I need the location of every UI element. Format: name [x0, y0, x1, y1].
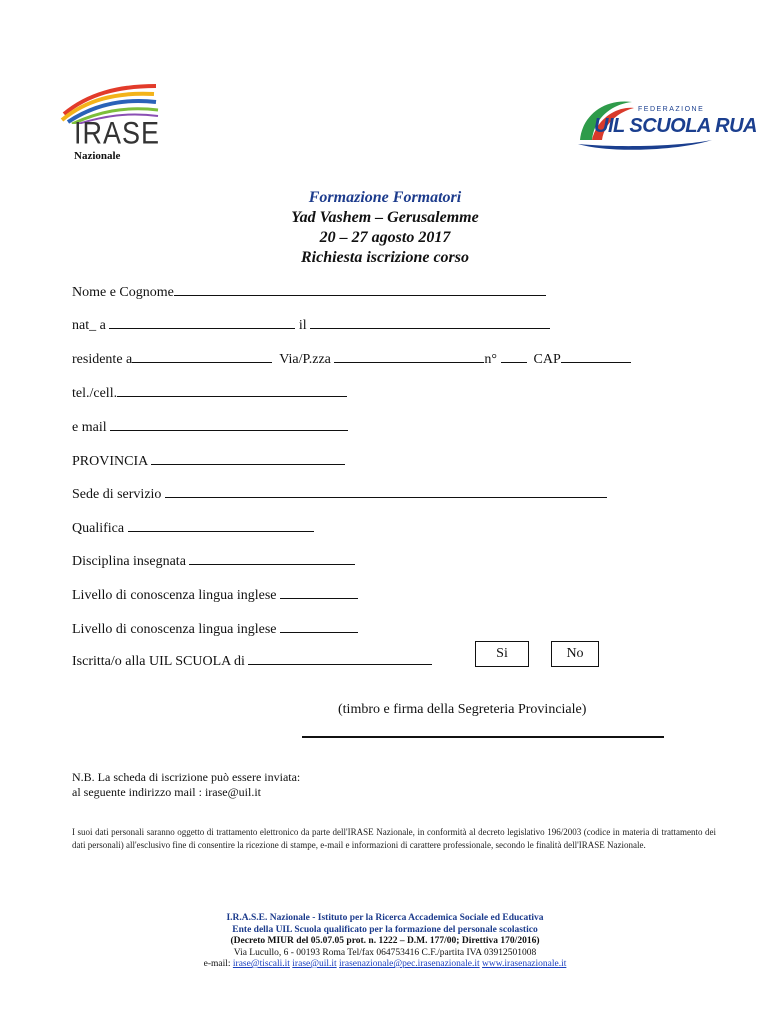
label-nome: Nome e Cognome: [72, 285, 174, 300]
privacy-notice: I suoi dati personali saranno oggetto di trattamento elettronico da parte dell'IRASE Nazionale, in conformità al decreto legislativo 196/2003 (codice in materia di trattamento dei dati personali) all'esclusivo fine di consentire la ricezione di stampe, e-mail e informazioni di carattere professionale, secondo le finalità dell'IRASE Nazionale.: [72, 827, 716, 850]
footer-line-2: Ente della UIL Scuola qualificato per la formazione del personale scolastico: [232, 924, 538, 935]
title-line-1: Formazione Formatori: [308, 189, 462, 206]
input-data-nascita[interactable]: [310, 316, 550, 329]
link-uil[interactable]: irase@uil.it: [292, 959, 337, 969]
field-residenza: [72, 350, 631, 368]
input-iscritta[interactable]: [248, 652, 432, 665]
stamp-label: (timbro e firma della Segreteria Provinciale): [338, 702, 587, 717]
footer-email-label: e-mail:: [203, 959, 231, 969]
input-numero[interactable]: [501, 350, 527, 363]
input-livello-1[interactable]: [280, 586, 358, 599]
uil-federazione: FEDERAZIONE: [638, 106, 705, 113]
input-tel[interactable]: [117, 384, 347, 397]
uil-logo: [572, 88, 757, 158]
field-qualifica: [72, 519, 314, 537]
input-residenza[interactable]: [132, 350, 272, 363]
input-qualifica[interactable]: [128, 519, 314, 532]
label-iscritta: Iscritta/o alla UIL SCUOLA di: [72, 654, 245, 669]
field-nome: [72, 283, 546, 301]
input-provincia[interactable]: [151, 452, 345, 465]
label-via: Via/P.zza: [279, 352, 331, 367]
field-disciplina: [72, 552, 355, 570]
label-numero: n°: [484, 352, 497, 367]
nb-note: [72, 770, 300, 800]
input-nome[interactable]: [174, 283, 546, 296]
irase-logo: [58, 84, 168, 164]
label-livello-1: Livello di conoscenza lingua inglese: [72, 588, 277, 603]
label-cap: CAP: [533, 352, 561, 367]
input-sede[interactable]: [165, 485, 607, 498]
label-sede: Sede di servizio: [72, 487, 162, 502]
field-livello-1: [72, 586, 358, 604]
input-email[interactable]: [110, 418, 348, 431]
irase-subtitle: Nazionale: [74, 150, 121, 162]
footer-line-3: (Decreto MIUR del 05.07.05 prot. n. 1222 – D.M. 177/00; Direttiva 170/2016): [230, 936, 540, 946]
input-livello-2[interactable]: [280, 620, 358, 633]
uil-name: UIL SCUOLA RUA: [594, 115, 757, 137]
label-provincia: PROVINCIA: [72, 454, 148, 469]
link-pec[interactable]: irasenazionale@pec.irasenazionale.it: [339, 959, 480, 969]
title-line-3: 20 – 27 agosto 2017: [319, 229, 451, 246]
checkbox-no[interactable]: No: [551, 641, 599, 667]
field-tel: [72, 384, 347, 402]
field-iscritta: [72, 652, 432, 670]
label-disciplina: Disciplina insegnata: [72, 554, 186, 569]
label-email: e mail: [72, 420, 107, 435]
field-provincia: [72, 452, 345, 470]
label-nat: nat_ a: [72, 318, 106, 333]
field-nascita: [72, 316, 550, 334]
checkbox-si[interactable]: Si: [475, 641, 529, 667]
link-website[interactable]: www.irasenazionale.it: [482, 959, 567, 969]
irase-wordmark: IRASE: [74, 115, 161, 151]
title-block: [0, 188, 770, 268]
footer: [0, 913, 770, 971]
signature-line[interactable]: [302, 736, 664, 738]
nb-line-2: al seguente indirizzo mail : irase@uil.it: [72, 785, 261, 799]
footer-line-4: Via Lucullo, 6 - 00193 Roma Tel/fax 064753416 C.F./partita IVA 03912501008: [233, 947, 537, 958]
title-line-4: Richiesta iscrizione corso: [300, 249, 469, 266]
field-livello-2: [72, 620, 358, 638]
label-tel: tel./cell.: [72, 386, 118, 401]
label-il: il: [298, 318, 307, 333]
field-sede: [72, 485, 607, 503]
label-livello-2: Livello di conoscenza lingua inglese: [72, 622, 277, 637]
footer-contacts: [0, 959, 770, 971]
title-line-2: Yad Vashem – Gerusalemme: [291, 209, 479, 226]
label-qualifica: Qualifica: [72, 521, 125, 536]
input-via[interactable]: [334, 350, 484, 363]
input-disciplina[interactable]: [189, 552, 355, 565]
field-email: [72, 418, 348, 436]
link-tiscali[interactable]: irase@tiscali.it: [232, 959, 290, 969]
input-cap[interactable]: [561, 350, 631, 363]
nb-line-1: N.B. La scheda di iscrizione può essere inviata:: [72, 770, 301, 784]
footer-line-1: I.R.A.S.E. Nazionale - Istituto per la Ricerca Accademica Sociale ed Educativa: [226, 913, 544, 923]
input-luogo-nascita[interactable]: [109, 316, 295, 329]
label-residente: residente a: [72, 352, 133, 367]
